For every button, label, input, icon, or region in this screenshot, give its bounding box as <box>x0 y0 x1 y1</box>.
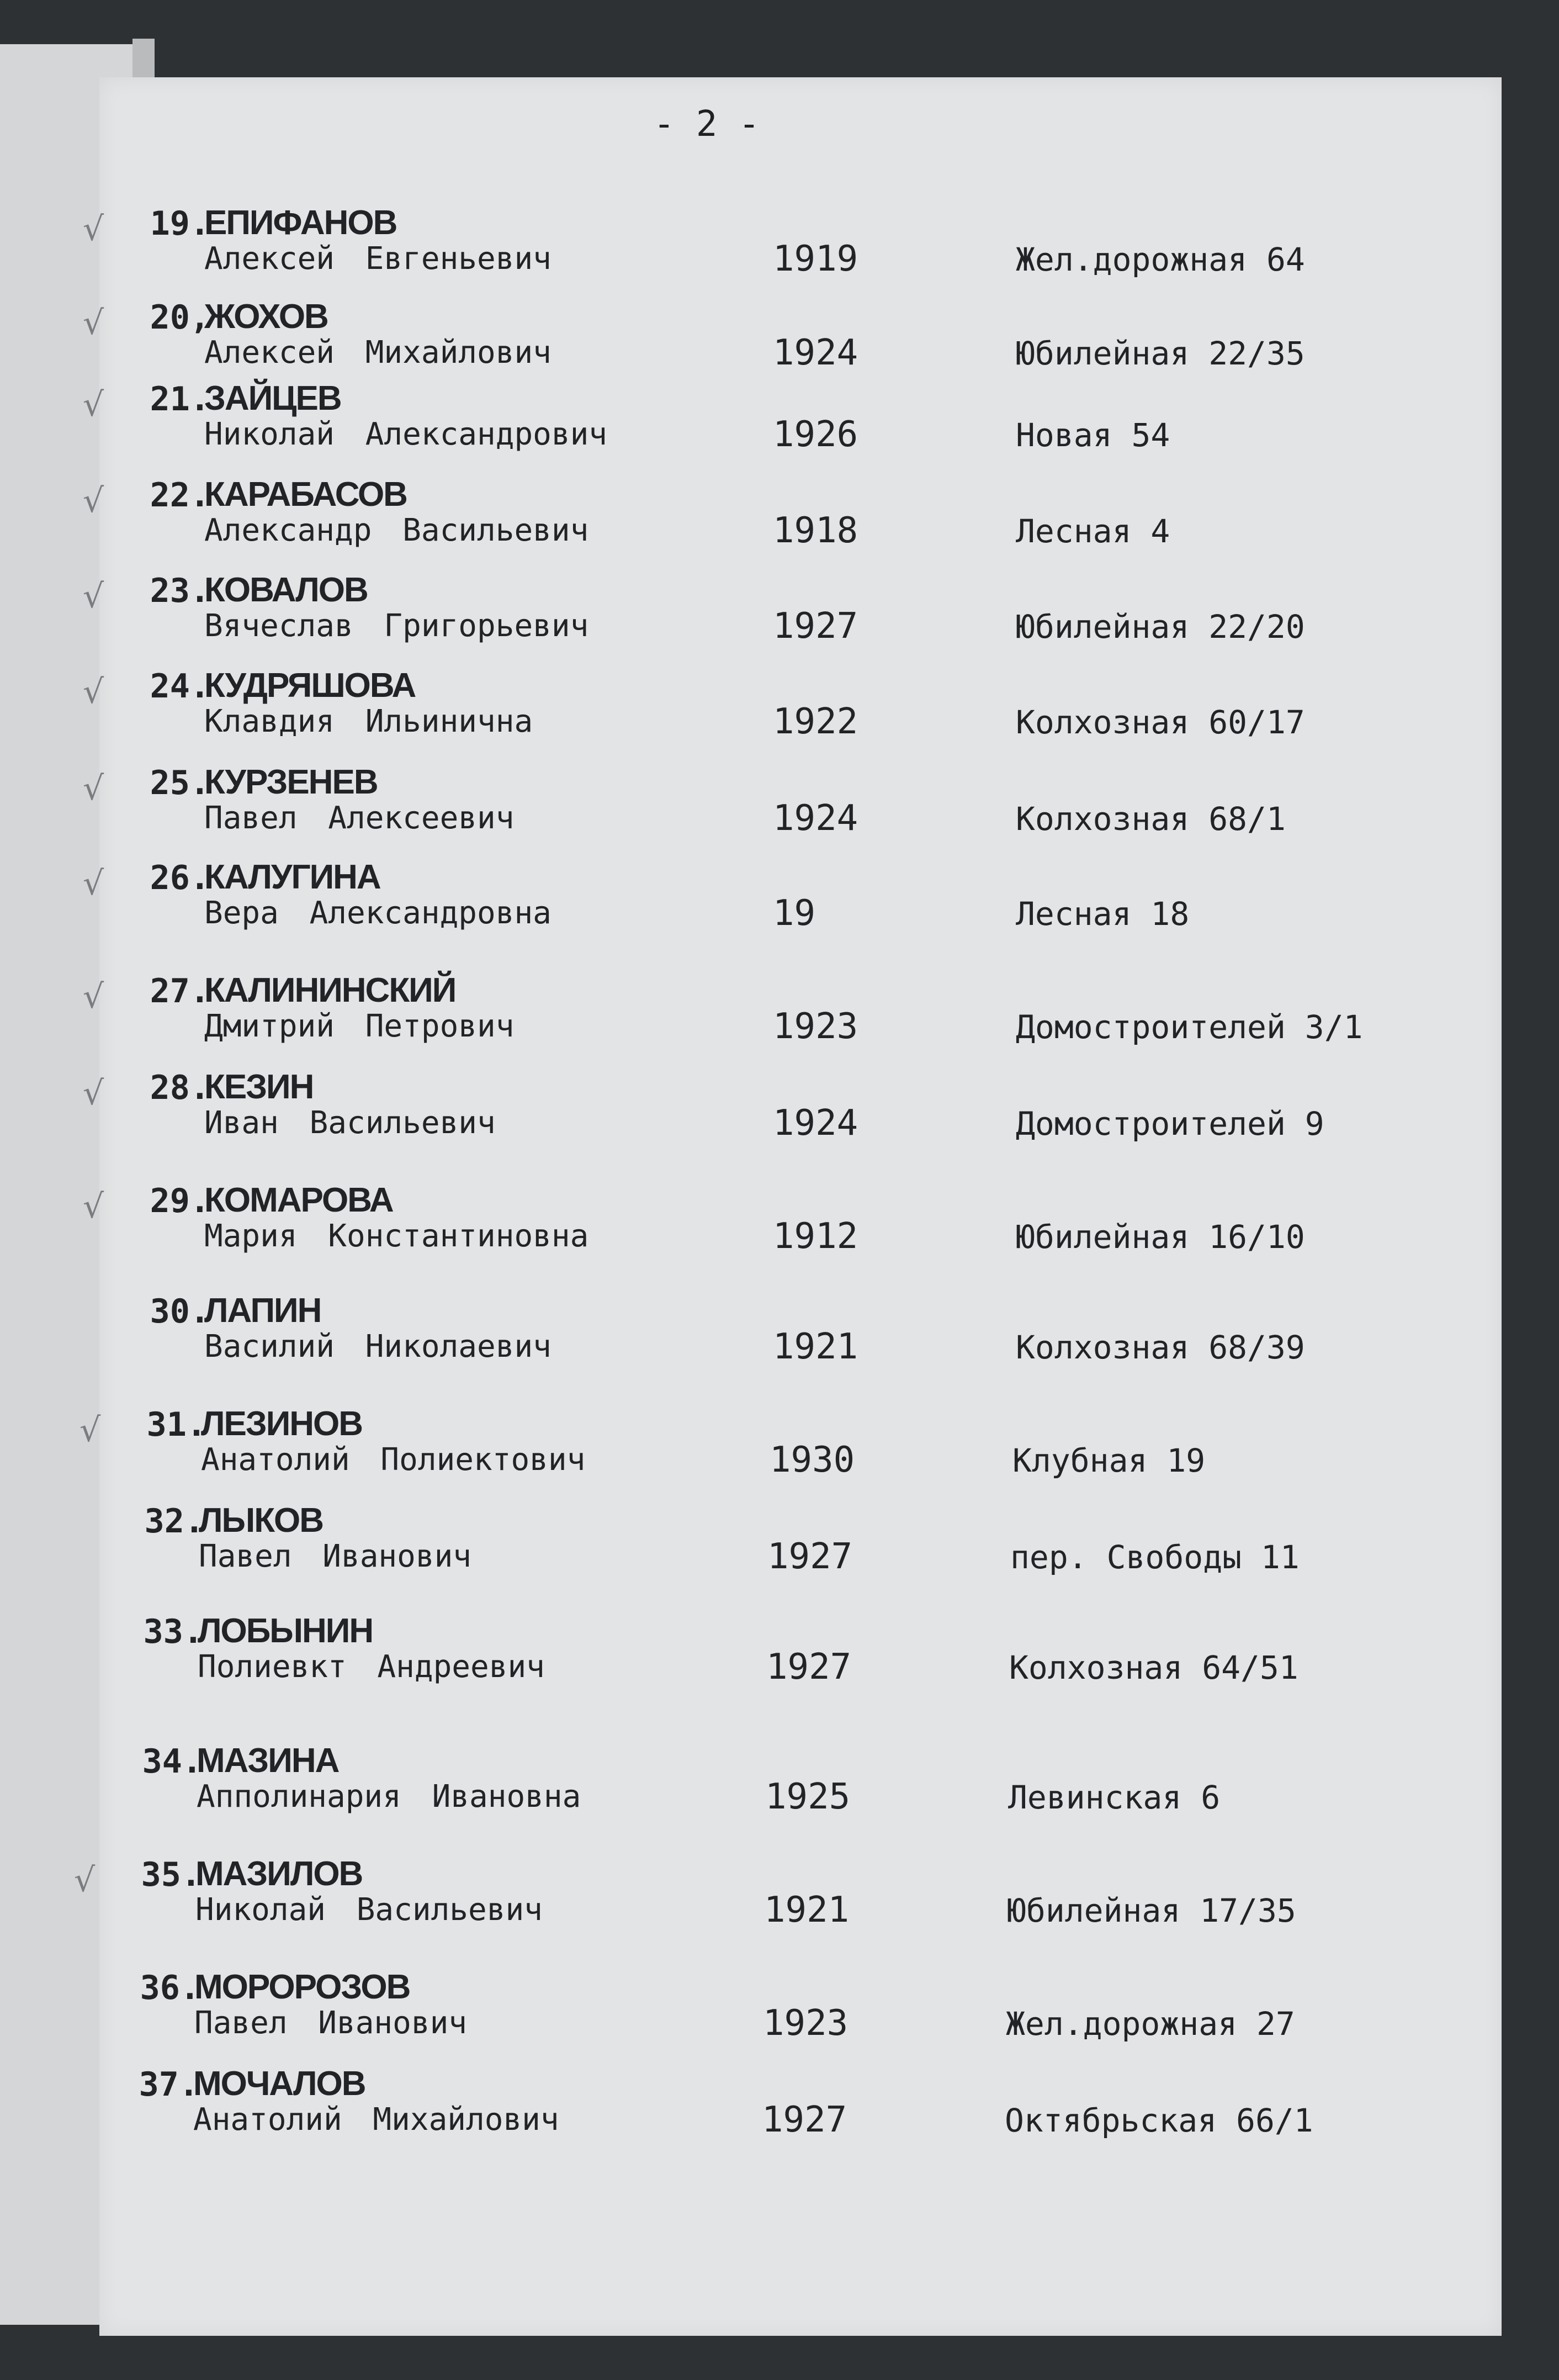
entry-number: 25. <box>150 764 210 802</box>
entry-given-names: Вера Александровна <box>204 895 552 931</box>
entry-birth-year: 1927 <box>766 1647 852 1688</box>
entry-given-names: Апполинария Ивановна <box>197 1779 581 1815</box>
check-mark-icon: √ <box>74 1861 96 1900</box>
entry-surname: КОМАРОВА <box>204 1181 393 1219</box>
entry-address: пер. Свободы 11 <box>1010 1538 1300 1576</box>
entry-number: 21. <box>150 380 210 419</box>
entry-number: 23. <box>150 572 210 610</box>
entry-given-names: Алексей Михайлович <box>204 335 552 371</box>
page-number: - 2 - <box>653 104 760 145</box>
entry-birth-year: 1912 <box>773 1216 858 1257</box>
entry-surname: КЕЗИН <box>204 1068 314 1106</box>
entry-number: 24. <box>150 667 210 706</box>
entry-surname: ЗАЙЦЕВ <box>204 379 341 417</box>
entry-surname: КАРАБАСОВ <box>204 475 407 514</box>
entry-birth-year: 1918 <box>773 510 858 551</box>
entry-surname: ЛЕЗИНОВ <box>201 1405 363 1443</box>
list-item <box>92 1742 1494 1825</box>
entry-birth-year: 1921 <box>773 1326 858 1367</box>
entry-address: Левинская 6 <box>1008 1779 1221 1816</box>
entry-address: Юбилейная 22/20 <box>1016 608 1305 646</box>
list-item <box>99 1292 1502 1375</box>
list-item <box>83 763 1502 847</box>
entry-birth-year: 1923 <box>773 1006 858 1047</box>
entry-given-names: Полиевкт Андреевич <box>198 1649 545 1685</box>
list-item <box>83 204 1502 287</box>
list-item <box>89 1969 1492 2051</box>
entry-number: 19. <box>150 204 210 243</box>
entry-birth-year: 1919 <box>773 239 858 279</box>
list-item <box>83 1068 1502 1151</box>
list-item <box>94 1502 1496 1585</box>
entry-birth-year: 1923 <box>763 2003 849 2044</box>
entry-birth-year: 1924 <box>773 1103 858 1144</box>
check-mark-icon: √ <box>83 304 104 342</box>
entry-address: Жел.дорожная 27 <box>1006 2005 1295 2043</box>
entry-birth-year: 1927 <box>767 1536 853 1577</box>
entry-address: Колхозная 68/1 <box>1016 800 1286 838</box>
entry-given-names: Анатолий Михайлович <box>193 2102 559 2138</box>
entry-address: Лесная 4 <box>1016 512 1170 550</box>
entry-birth-year: 1930 <box>770 1440 855 1480</box>
entry-surname: ЛАПИН <box>204 1292 321 1330</box>
entry-address: Новая 54 <box>1016 416 1170 454</box>
list-item <box>83 298 1502 381</box>
entry-surname: ЖОХОВ <box>204 298 328 336</box>
list-item <box>83 858 1502 942</box>
entry-address: Домостроителей 9 <box>1016 1105 1324 1143</box>
entry-surname: КУДРЯШОВА <box>204 667 416 705</box>
entry-surname: МОЧАЛОВ <box>193 2065 365 2103</box>
entry-given-names: Алексей Евгеньевич <box>204 241 552 277</box>
entry-number: 29. <box>150 1182 210 1220</box>
entry-birth-year: 1926 <box>773 414 858 455</box>
entry-number: 35. <box>141 1855 201 1894</box>
entry-given-names: Николай Васильевич <box>195 1892 543 1928</box>
check-mark-icon: √ <box>83 482 104 520</box>
check-mark-icon: √ <box>83 385 104 424</box>
entry-address: Клубная 19 <box>1012 1442 1206 1479</box>
entry-birth-year: 1927 <box>762 2099 847 2140</box>
entry-number: 32. <box>144 1502 204 1541</box>
list-item <box>83 667 1502 750</box>
entry-given-names: Вячеслав Григорьевич <box>204 608 589 644</box>
entry-number: 37. <box>139 2065 199 2104</box>
entry-number: 22. <box>150 476 210 515</box>
entry-address: Колхозная 60/17 <box>1016 704 1305 741</box>
list-item <box>83 475 1502 559</box>
entry-number: 27. <box>150 972 210 1011</box>
check-mark-icon: √ <box>83 1187 104 1226</box>
entry-birth-year: 1925 <box>765 1776 851 1817</box>
entry-surname: ЕПИФАНОВ <box>204 204 397 242</box>
entry-number: 30. <box>150 1292 210 1331</box>
check-mark-icon: √ <box>83 673 104 711</box>
entry-surname: ЛЫКОВ <box>199 1501 324 1540</box>
entry-number: 31. <box>146 1405 206 1444</box>
entry-surname: ЛОБЫНИН <box>198 1612 373 1650</box>
entry-address: Колхозная 64/51 <box>1009 1649 1298 1686</box>
entry-number: 34. <box>142 1742 202 1781</box>
list-item <box>83 971 1502 1055</box>
entry-number: 36. <box>140 1969 200 2007</box>
list-item <box>88 2065 1491 2148</box>
entry-birth-year: 19 <box>773 893 816 934</box>
entry-address: Колхозная 68/39 <box>1016 1329 1305 1366</box>
entry-address: Октябрьская 66/1 <box>1005 2102 1313 2139</box>
entry-birth-year: 1921 <box>764 1890 850 1931</box>
check-mark-icon: √ <box>83 577 104 616</box>
check-mark-icon: √ <box>83 1074 104 1113</box>
entry-surname: КАЛИНИНСКИЙ <box>204 971 456 1009</box>
entry-given-names: Василий Николаевич <box>204 1329 552 1364</box>
entry-surname: КАЛУГИНА <box>204 858 380 896</box>
list-item <box>93 1612 1495 1695</box>
entry-surname: МАЗИЛОВ <box>195 1855 363 1893</box>
entry-surname: КОВАЛОВ <box>204 571 368 609</box>
entry-number: 26. <box>150 859 210 897</box>
entry-address: Юбилейная 22/35 <box>1016 335 1305 372</box>
entry-given-names: Мария Константиновна <box>204 1218 589 1254</box>
entry-number: 20, <box>150 298 210 337</box>
document-page <box>74 77 1502 2336</box>
check-mark-icon: √ <box>79 1411 101 1450</box>
entry-address: Лесная 18 <box>1016 895 1190 933</box>
check-mark-icon: √ <box>83 769 104 808</box>
entry-surname: МОРОРОЗОВ <box>194 1968 410 2006</box>
entry-address: Юбилейная 16/10 <box>1016 1218 1305 1256</box>
entry-number: 28. <box>150 1069 210 1107</box>
list-item <box>79 1405 1498 1488</box>
entry-given-names: Павел Иванович <box>199 1538 472 1574</box>
entry-surname: МАЗИНА <box>197 1742 339 1780</box>
list-item <box>74 1855 1493 1938</box>
list-item <box>83 379 1502 463</box>
entry-given-names: Александр Васильевич <box>204 512 589 548</box>
entry-given-names: Николай Александрович <box>204 416 608 452</box>
entry-given-names: Павел Иванович <box>194 2005 468 2041</box>
entry-given-names: Дмитрий Петрович <box>204 1008 515 1044</box>
entry-surname: КУРЗЕНЕВ <box>204 763 378 801</box>
check-mark-icon: √ <box>83 864 104 903</box>
entry-given-names: Клавдия Ильинична <box>204 704 533 739</box>
entry-address: Юбилейная 17/35 <box>1007 1892 1296 1929</box>
list-item <box>83 571 1502 654</box>
entry-given-names: Анатолий Полиектович <box>201 1442 586 1478</box>
entry-birth-year: 1927 <box>773 606 858 647</box>
entry-given-names: Иван Васильевич <box>204 1105 496 1141</box>
check-mark-icon: √ <box>83 977 104 1016</box>
entry-given-names: Павел Алексеевич <box>204 800 515 836</box>
entry-address: Домостроителей 3/1 <box>1016 1008 1363 1046</box>
entry-number: 33. <box>143 1612 203 1651</box>
entry-birth-year: 1922 <box>773 701 858 742</box>
check-mark-icon: √ <box>83 210 104 248</box>
entry-address: Жел.дорожная 64 <box>1016 241 1305 278</box>
list-item <box>83 1181 1502 1265</box>
entry-birth-year: 1924 <box>773 798 858 839</box>
entry-birth-year: 1924 <box>773 332 858 373</box>
